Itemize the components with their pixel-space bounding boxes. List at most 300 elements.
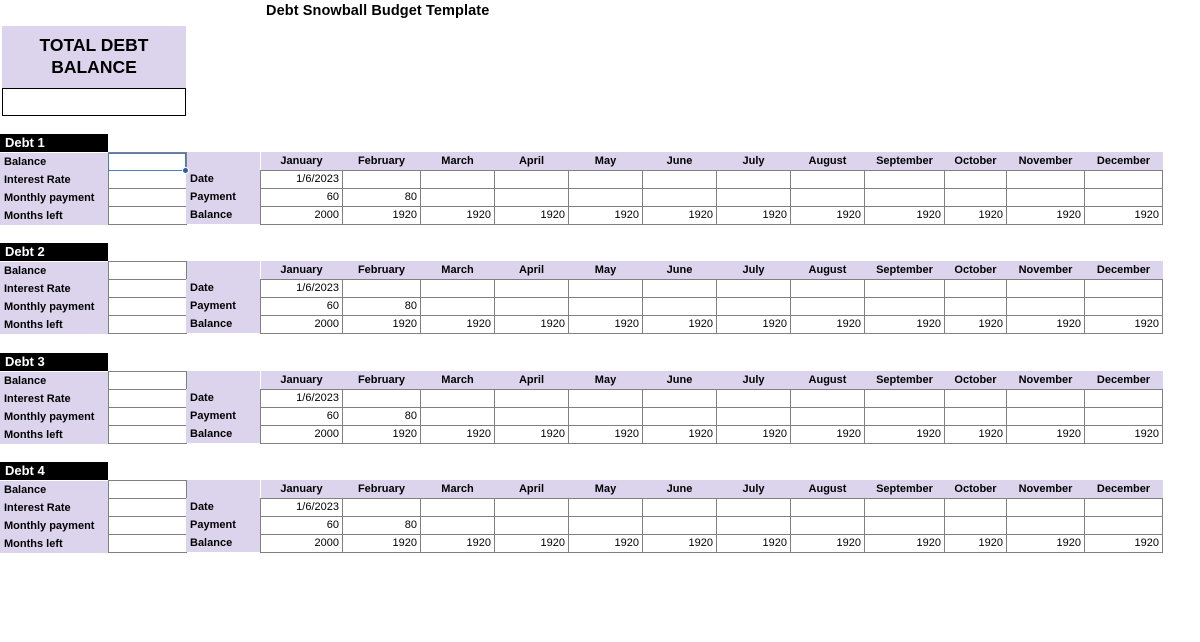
cell-payment-december[interactable]: [1085, 407, 1163, 425]
cell-balance-december[interactable]: 1920: [1085, 206, 1163, 224]
cell-date-february[interactable]: [343, 279, 421, 297]
row-label-row: [186, 279, 260, 297]
row-label-row: [186, 188, 260, 206]
summary-row: [0, 408, 186, 426]
cell-date-march[interactable]: [421, 170, 495, 188]
month-header-june: June: [643, 480, 717, 498]
cell-date-march[interactable]: [421, 279, 495, 297]
month-header-may: May: [569, 480, 643, 498]
summary-label-interest-rate: Interest Rate: [0, 390, 108, 408]
summary-row: [0, 426, 186, 444]
cell-date-october[interactable]: [945, 279, 1007, 297]
cell-balance-february[interactable]: 1920: [343, 534, 421, 552]
schedule-row-balance: [261, 315, 1163, 333]
schedule-row-balance: [261, 534, 1163, 552]
month-header-september: September: [865, 371, 945, 389]
header-fill-strip: [186, 371, 260, 389]
cell-date-january[interactable]: 1/6/2023: [261, 498, 343, 516]
month-header-may: May: [569, 152, 643, 170]
cell-payment-may[interactable]: [569, 407, 643, 425]
cell-payment-september[interactable]: [865, 297, 945, 315]
cell-date-march[interactable]: [421, 389, 495, 407]
row-label-date: Date: [186, 498, 260, 516]
cell-date-february[interactable]: [343, 170, 421, 188]
debt-block: [0, 462, 1200, 553]
cell-date-january[interactable]: 1/6/2023: [261, 279, 343, 297]
month-header-row: [261, 480, 1163, 498]
cell-date-august[interactable]: [791, 389, 865, 407]
summary-input-months-left[interactable]: [108, 316, 186, 334]
schedule-row-payment: [261, 297, 1163, 315]
month-header-december: December: [1085, 480, 1163, 498]
cell-date-september[interactable]: [865, 279, 945, 297]
cell-payment-july[interactable]: [717, 297, 791, 315]
summary-row: [0, 390, 186, 408]
cell-date-april[interactable]: [495, 389, 569, 407]
cell-payment-june[interactable]: [643, 516, 717, 534]
row-label-column: [186, 170, 260, 224]
month-header-august: August: [791, 152, 865, 170]
month-header-june: June: [643, 152, 717, 170]
summary-row: [0, 481, 186, 499]
row-label-payment: Payment: [186, 516, 260, 534]
cell-payment-september[interactable]: [865, 188, 945, 206]
cell-date-april[interactable]: [495, 498, 569, 516]
cell-balance-november[interactable]: 1920: [1007, 425, 1085, 443]
month-header-september: September: [865, 152, 945, 170]
cell-balance-march[interactable]: 1920: [421, 315, 495, 333]
cell-balance-may[interactable]: 1920: [569, 206, 643, 224]
cell-payment-february[interactable]: 80: [343, 516, 421, 534]
row-label-payment: Payment: [186, 188, 260, 206]
summary-row: [0, 262, 186, 280]
month-header-february: February: [343, 480, 421, 498]
month-header-november: November: [1007, 480, 1085, 498]
cell-balance-may[interactable]: 1920: [569, 534, 643, 552]
cell-balance-september[interactable]: 1920: [865, 315, 945, 333]
row-label-row: [186, 516, 260, 534]
cell-balance-december[interactable]: 1920: [1085, 425, 1163, 443]
summary-label-interest-rate: Interest Rate: [0, 280, 108, 298]
cell-date-july[interactable]: [717, 279, 791, 297]
cell-payment-april[interactable]: [495, 297, 569, 315]
month-header-april: April: [495, 261, 569, 279]
month-header-may: May: [569, 261, 643, 279]
summary-label-months-left: Months left: [0, 426, 108, 444]
summary-label-months-left: Months left: [0, 316, 108, 334]
cell-date-january[interactable]: 1/6/2023: [261, 389, 343, 407]
cell-balance-september[interactable]: 1920: [865, 534, 945, 552]
cell-date-november[interactable]: [1007, 170, 1085, 188]
summary-label-monthly-payment: Monthly payment: [0, 189, 108, 207]
summary-label-months-left: Months left: [0, 535, 108, 553]
cell-balance-february[interactable]: 1920: [343, 315, 421, 333]
month-header-december: December: [1085, 371, 1163, 389]
cell-balance-april[interactable]: 1920: [495, 315, 569, 333]
cell-date-november[interactable]: [1007, 498, 1085, 516]
month-header-september: September: [865, 261, 945, 279]
cell-date-october[interactable]: [945, 170, 1007, 188]
row-label-date: Date: [186, 170, 260, 188]
summary-row: [0, 372, 186, 390]
cell-balance-july[interactable]: 1920: [717, 534, 791, 552]
schedule-row-date: [261, 170, 1163, 188]
cell-payment-january[interactable]: 60: [261, 516, 343, 534]
month-header-may: May: [569, 371, 643, 389]
cell-balance-october[interactable]: 1920: [945, 206, 1007, 224]
cell-balance-december[interactable]: 1920: [1085, 315, 1163, 333]
summary-label-monthly-payment: Monthly payment: [0, 298, 108, 316]
row-label-row: [186, 498, 260, 516]
summary-row: [0, 517, 186, 535]
row-label-balance: Balance: [186, 315, 260, 333]
debt-summary-table: [0, 480, 187, 553]
cell-payment-august[interactable]: [791, 188, 865, 206]
row-label-column: [186, 389, 260, 443]
summary-input-balance[interactable]: [108, 481, 186, 499]
cell-balance-june[interactable]: 1920: [643, 206, 717, 224]
cell-date-july[interactable]: [717, 389, 791, 407]
cell-date-june[interactable]: [643, 389, 717, 407]
summary-input-interest-rate[interactable]: [108, 280, 186, 298]
summary-input-interest-rate[interactable]: [108, 499, 186, 517]
month-header-april: April: [495, 480, 569, 498]
cell-payment-february[interactable]: 80: [343, 407, 421, 425]
cell-payment-october[interactable]: [945, 516, 1007, 534]
cell-payment-january[interactable]: 60: [261, 297, 343, 315]
summary-input-months-left[interactable]: [108, 535, 186, 553]
month-header-march: March: [421, 371, 495, 389]
cell-payment-december[interactable]: [1085, 297, 1163, 315]
cell-date-december[interactable]: [1085, 170, 1163, 188]
summary-row: [0, 316, 186, 334]
cell-date-august[interactable]: [791, 279, 865, 297]
schedule-row-date: [261, 498, 1163, 516]
month-header-march: March: [421, 152, 495, 170]
page-title: Debt Snowball Budget Template: [266, 3, 490, 19]
cell-payment-february[interactable]: 80: [343, 188, 421, 206]
cell-balance-november[interactable]: 1920: [1007, 534, 1085, 552]
month-header-july: July: [717, 480, 791, 498]
month-header-august: August: [791, 480, 865, 498]
cell-payment-may[interactable]: [569, 516, 643, 534]
row-label-column: [186, 279, 260, 333]
cell-balance-september[interactable]: 1920: [865, 206, 945, 224]
debt-summary-table: [0, 261, 187, 334]
cell-date-april[interactable]: [495, 279, 569, 297]
cell-balance-june[interactable]: 1920: [643, 534, 717, 552]
row-label-row: [186, 534, 260, 552]
cell-date-february[interactable]: [343, 389, 421, 407]
cell-balance-october[interactable]: 1920: [945, 534, 1007, 552]
month-header-march: March: [421, 480, 495, 498]
cell-payment-march[interactable]: [421, 407, 495, 425]
summary-label-monthly-payment: Monthly payment: [0, 408, 108, 426]
row-label-row: [186, 297, 260, 315]
total-debt-balance-value[interactable]: [2, 88, 186, 116]
month-header-june: June: [643, 371, 717, 389]
cell-payment-november[interactable]: [1007, 297, 1085, 315]
summary-label-balance: Balance: [0, 262, 108, 280]
cell-payment-november[interactable]: [1007, 407, 1085, 425]
summary-input-interest-rate[interactable]: [108, 171, 186, 189]
cell-balance-july[interactable]: 1920: [717, 315, 791, 333]
summary-row: [0, 171, 186, 189]
row-label-row: [186, 315, 260, 333]
debt-title: Debt 1: [0, 134, 108, 152]
cell-balance-january[interactable]: 2000: [261, 534, 343, 552]
cell-payment-june[interactable]: [643, 188, 717, 206]
cell-balance-january[interactable]: 2000: [261, 425, 343, 443]
cell-payment-november[interactable]: [1007, 516, 1085, 534]
summary-label-balance: Balance: [0, 153, 108, 171]
cell-balance-march[interactable]: 1920: [421, 206, 495, 224]
cell-date-december[interactable]: [1085, 498, 1163, 516]
cell-date-march[interactable]: [421, 498, 495, 516]
cell-balance-november[interactable]: 1920: [1007, 206, 1085, 224]
row-label-row: [186, 425, 260, 443]
cell-balance-august[interactable]: 1920: [791, 534, 865, 552]
cell-balance-july[interactable]: 1920: [717, 425, 791, 443]
cell-date-october[interactable]: [945, 389, 1007, 407]
cell-payment-may[interactable]: [569, 188, 643, 206]
cell-date-may[interactable]: [569, 498, 643, 516]
month-header-april: April: [495, 371, 569, 389]
row-label-row: [186, 170, 260, 188]
month-header-july: July: [717, 261, 791, 279]
summary-input-balance[interactable]: [108, 372, 186, 390]
cell-balance-june[interactable]: 1920: [643, 425, 717, 443]
cell-balance-march[interactable]: 1920: [421, 534, 495, 552]
summary-row: [0, 298, 186, 316]
month-header-july: July: [717, 152, 791, 170]
debt-title: Debt 4: [0, 462, 108, 480]
month-header-february: February: [343, 261, 421, 279]
cell-payment-july[interactable]: [717, 188, 791, 206]
cell-balance-july[interactable]: 1920: [717, 206, 791, 224]
cell-date-may[interactable]: [569, 279, 643, 297]
cell-date-june[interactable]: [643, 170, 717, 188]
summary-label-balance: Balance: [0, 372, 108, 390]
summary-input-interest-rate[interactable]: [108, 390, 186, 408]
cell-date-december[interactable]: [1085, 279, 1163, 297]
cell-payment-july[interactable]: [717, 516, 791, 534]
cell-date-june[interactable]: [643, 498, 717, 516]
cell-payment-may[interactable]: [569, 297, 643, 315]
summary-label-interest-rate: Interest Rate: [0, 171, 108, 189]
cell-date-may[interactable]: [569, 170, 643, 188]
row-label-balance: Balance: [186, 206, 260, 224]
cell-payment-november[interactable]: [1007, 188, 1085, 206]
cell-date-september[interactable]: [865, 498, 945, 516]
cell-balance-november[interactable]: 1920: [1007, 315, 1085, 333]
debt-summary-table: [0, 371, 187, 444]
month-header-january: January: [261, 371, 343, 389]
cell-payment-march[interactable]: [421, 297, 495, 315]
summary-input-monthly-payment[interactable]: [108, 408, 186, 426]
header-fill-strip: [186, 152, 260, 170]
row-label-payment: Payment: [186, 407, 260, 425]
cell-balance-october[interactable]: 1920: [945, 315, 1007, 333]
cell-balance-april[interactable]: 1920: [495, 534, 569, 552]
month-header-november: November: [1007, 152, 1085, 170]
cell-balance-august[interactable]: 1920: [791, 206, 865, 224]
summary-input-months-left[interactable]: [108, 207, 186, 225]
cell-date-september[interactable]: [865, 389, 945, 407]
summary-row: [0, 535, 186, 553]
monthly-schedule-table: [260, 261, 1163, 334]
row-label-balance: Balance: [186, 425, 260, 443]
cell-balance-march[interactable]: 1920: [421, 425, 495, 443]
summary-input-balance[interactable]: [108, 262, 186, 280]
month-header-february: February: [343, 152, 421, 170]
summary-input-balance[interactable]: [108, 153, 186, 171]
month-header-november: November: [1007, 371, 1085, 389]
cell-date-january[interactable]: 1/6/2023: [261, 170, 343, 188]
cell-payment-december[interactable]: [1085, 516, 1163, 534]
row-label-date: Date: [186, 279, 260, 297]
cell-balance-august[interactable]: 1920: [791, 425, 865, 443]
schedule-row-balance: [261, 206, 1163, 224]
schedule-row-date: [261, 389, 1163, 407]
summary-row: [0, 499, 186, 517]
month-header-january: January: [261, 261, 343, 279]
debt-block: [0, 353, 1200, 444]
month-header-october: October: [945, 371, 1007, 389]
cell-date-november[interactable]: [1007, 279, 1085, 297]
header-fill-strip: [186, 261, 260, 279]
cell-payment-june[interactable]: [643, 297, 717, 315]
cell-balance-april[interactable]: 1920: [495, 206, 569, 224]
month-header-row: [261, 261, 1163, 279]
summary-label-balance: Balance: [0, 481, 108, 499]
debt-block: [0, 243, 1200, 334]
summary-row: [0, 280, 186, 298]
cell-payment-april[interactable]: [495, 188, 569, 206]
debt-summary-table: [0, 152, 187, 225]
cell-payment-march[interactable]: [421, 516, 495, 534]
month-header-april: April: [495, 152, 569, 170]
cell-date-august[interactable]: [791, 498, 865, 516]
month-header-october: October: [945, 261, 1007, 279]
header-fill-strip: [186, 480, 260, 498]
schedule-row-payment: [261, 516, 1163, 534]
cell-date-september[interactable]: [865, 170, 945, 188]
total-debt-balance-label: TOTAL DEBT BALANCE: [2, 26, 186, 88]
cell-date-october[interactable]: [945, 498, 1007, 516]
cell-date-july[interactable]: [717, 170, 791, 188]
cell-balance-february[interactable]: 1920: [343, 206, 421, 224]
month-header-row: [261, 371, 1163, 389]
month-header-january: January: [261, 480, 343, 498]
month-header-october: October: [945, 480, 1007, 498]
cell-balance-august[interactable]: 1920: [791, 315, 865, 333]
cell-date-november[interactable]: [1007, 389, 1085, 407]
cell-date-august[interactable]: [791, 170, 865, 188]
cell-balance-december[interactable]: 1920: [1085, 534, 1163, 552]
summary-label-months-left: Months left: [0, 207, 108, 225]
cell-payment-august[interactable]: [791, 297, 865, 315]
cell-payment-july[interactable]: [717, 407, 791, 425]
debt-title: Debt 2: [0, 243, 108, 261]
cell-payment-august[interactable]: [791, 407, 865, 425]
cell-balance-january[interactable]: 2000: [261, 206, 343, 224]
cell-payment-august[interactable]: [791, 516, 865, 534]
month-header-june: June: [643, 261, 717, 279]
cell-payment-january[interactable]: 60: [261, 188, 343, 206]
cell-balance-may[interactable]: 1920: [569, 315, 643, 333]
cell-payment-october[interactable]: [945, 297, 1007, 315]
month-header-january: January: [261, 152, 343, 170]
cell-payment-april[interactable]: [495, 516, 569, 534]
cell-balance-april[interactable]: 1920: [495, 425, 569, 443]
row-label-balance: Balance: [186, 534, 260, 552]
schedule-row-date: [261, 279, 1163, 297]
cell-payment-september[interactable]: [865, 516, 945, 534]
row-label-row: [186, 389, 260, 407]
cell-balance-may[interactable]: 1920: [569, 425, 643, 443]
cell-balance-june[interactable]: 1920: [643, 315, 717, 333]
cell-payment-september[interactable]: [865, 407, 945, 425]
summary-label-interest-rate: Interest Rate: [0, 499, 108, 517]
summary-row: [0, 207, 186, 225]
monthly-schedule-table: [260, 152, 1163, 225]
cell-date-may[interactable]: [569, 389, 643, 407]
cell-payment-march[interactable]: [421, 188, 495, 206]
summary-input-monthly-payment[interactable]: [108, 189, 186, 207]
summary-label-monthly-payment: Monthly payment: [0, 517, 108, 535]
cell-date-july[interactable]: [717, 498, 791, 516]
month-header-november: November: [1007, 261, 1085, 279]
month-header-row: [261, 152, 1163, 170]
cell-date-december[interactable]: [1085, 389, 1163, 407]
cell-payment-june[interactable]: [643, 407, 717, 425]
summary-row: [0, 153, 186, 171]
cell-payment-april[interactable]: [495, 407, 569, 425]
month-header-february: February: [343, 371, 421, 389]
cell-payment-december[interactable]: [1085, 188, 1163, 206]
month-header-august: August: [791, 261, 865, 279]
cell-balance-october[interactable]: 1920: [945, 425, 1007, 443]
row-label-payment: Payment: [186, 297, 260, 315]
summary-input-months-left[interactable]: [108, 426, 186, 444]
month-header-september: September: [865, 480, 945, 498]
summary-input-monthly-payment[interactable]: [108, 298, 186, 316]
summary-input-monthly-payment[interactable]: [108, 517, 186, 535]
cell-date-february[interactable]: [343, 498, 421, 516]
schedule-row-payment: [261, 407, 1163, 425]
cell-payment-february[interactable]: 80: [343, 297, 421, 315]
month-header-october: October: [945, 152, 1007, 170]
cell-date-april[interactable]: [495, 170, 569, 188]
cell-payment-october[interactable]: [945, 407, 1007, 425]
debt-title: Debt 3: [0, 353, 108, 371]
cell-balance-february[interactable]: 1920: [343, 425, 421, 443]
month-header-december: December: [1085, 152, 1163, 170]
cell-balance-september[interactable]: 1920: [865, 425, 945, 443]
debt-block: [0, 134, 1200, 225]
row-label-column: [186, 498, 260, 552]
schedule-row-payment: [261, 188, 1163, 206]
cell-balance-january[interactable]: 2000: [261, 315, 343, 333]
month-header-march: March: [421, 261, 495, 279]
month-header-july: July: [717, 371, 791, 389]
cell-payment-january[interactable]: 60: [261, 407, 343, 425]
schedule-row-balance: [261, 425, 1163, 443]
cell-date-june[interactable]: [643, 279, 717, 297]
cell-payment-october[interactable]: [945, 188, 1007, 206]
row-label-date: Date: [186, 389, 260, 407]
